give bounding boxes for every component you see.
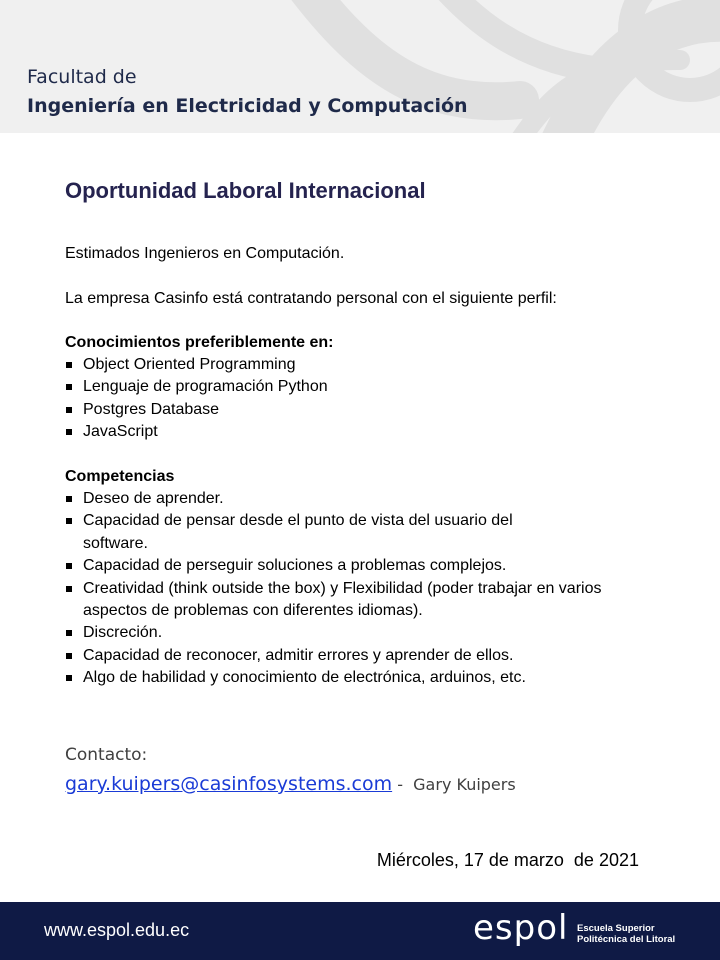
list-item-text: Capacidad de pensar desde el punto de vista del usuario del software.: [83, 512, 513, 552]
contact-email-link[interactable]: gary.kuipers@casinfosystems.com: [65, 773, 393, 795]
square-bullet-icon: [66, 653, 72, 659]
square-bullet-icon: [66, 407, 72, 413]
logo-subtitle-line2: Politécnica del Litoral: [577, 934, 676, 945]
square-bullet-icon: [66, 496, 72, 502]
logo-wordmark: espol: [473, 908, 569, 948]
greeting-text: Estimados Ingenieros en Computación.: [65, 245, 345, 262]
list-item: [65, 421, 665, 443]
faculty-name: Ingeniería en Electricidad y Computación: [27, 95, 468, 117]
contact-name: Gary Kuipers: [413, 775, 516, 794]
competences-heading: Competencias: [65, 468, 175, 485]
logo-subtitle-line1: Escuela Superior: [577, 923, 655, 934]
square-bullet-icon: [66, 384, 72, 390]
list-item-text: Capacidad de perseguir soluciones a problemas complejos.: [83, 557, 507, 575]
list-item: [65, 510, 563, 555]
list-item: [65, 578, 643, 623]
list-item: [65, 488, 665, 510]
list-item-text: Postgres Database: [83, 400, 220, 418]
list-item: [65, 354, 665, 376]
intro-text: La empresa Casinfo está contratando personal con el siguiente perfil:: [65, 290, 557, 307]
page-title: Oportunidad Laboral Internacional: [65, 178, 426, 203]
list-item: [65, 667, 665, 689]
square-bullet-icon: [66, 429, 72, 435]
list-item: [65, 622, 665, 644]
list-item: [65, 399, 665, 421]
date-text: Miércoles, 17 de marzo de 2021: [376, 850, 639, 870]
list-item-text: Object Oriented Programming: [83, 356, 296, 373]
list-item-text: Discreción.: [83, 624, 163, 642]
list-item-text: Algo de habilidad y conocimiento de electrónica, arduinos, etc.: [83, 669, 526, 687]
contact-line: [65, 773, 516, 795]
list-item-text: JavaScript: [83, 423, 158, 441]
footer-website-link[interactable]: www.espol.edu.ec: [44, 920, 190, 940]
list-item: [65, 376, 665, 398]
list-item-text: Creatividad (think outside the box) y Flexibilidad (poder trabajar en varios aspectos de problemas con diferentes idiomas).: [83, 579, 602, 620]
knowledge-heading: Conocimientos preferiblemente en:: [65, 334, 334, 351]
square-bullet-icon: [66, 563, 72, 569]
square-bullet-icon: [66, 675, 72, 681]
list-item-text: Lenguaje de programación Python: [83, 378, 328, 396]
knowledge-list: [65, 354, 665, 444]
competences-list: [65, 488, 665, 690]
header-banner: [0, 0, 720, 133]
footer-bar: [0, 902, 720, 960]
list-item: [65, 645, 665, 667]
list-item-text: Capacidad de reconocer, admitir errores y aprender de ellos.: [83, 646, 514, 664]
square-bullet-icon: [66, 362, 72, 368]
contact-separator: -: [392, 775, 414, 794]
square-bullet-icon: [66, 586, 72, 592]
square-bullet-icon: [66, 630, 72, 636]
faculty-label: Facultad de: [27, 66, 137, 88]
list-item-text: Deseo de aprender.: [83, 490, 224, 507]
espol-logo: [473, 910, 713, 954]
square-bullet-icon: [66, 518, 72, 524]
contact-label: Contacto:: [65, 745, 148, 765]
list-item: [65, 555, 665, 577]
